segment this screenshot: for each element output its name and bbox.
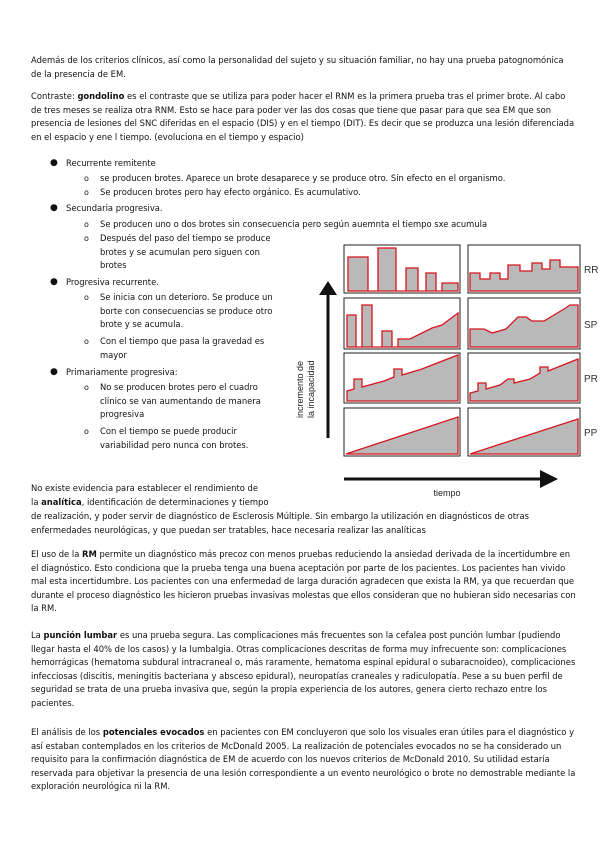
evoked-a: El análisis de los (31, 727, 103, 737)
y-axis-label-2: la incapacidad (306, 360, 316, 418)
lumbar-a: La (31, 630, 44, 640)
analytics-line-1: No existe evidencia para establecer el rendimiento de (31, 483, 259, 493)
lumbar-paragraph (31, 629, 576, 710)
sub-bullet-circle: o (84, 220, 89, 229)
evoked-b: en pacientes con EM concluyeron que solo los visuales eran útiles para el diagnóstico y así estaban contemplados en los criterios de McDonald 2005. La realización de potenciales evocados no se ha considerado un requisito para la confirmación diagnóstica de EM de acuerdo con los nuevos criterios de McDonald 2010. Su utilidad estaría reservada para objetivar la presencia de una lesión correspondiente a un evento neurológico o brote no demostrable mediante la exploración neurológica ni la RM. (31, 727, 576, 791)
sub-bullet-circle: o (84, 234, 89, 243)
evoked-paragraph (31, 726, 576, 794)
sub-bullet-pp-2: Con el tiempo se puede producir variabilidad pero nunca con brotes. (100, 426, 249, 450)
sub-bullet-pr-1: Se inicia con un deterioro. Se produce un borte con consecuencias se produce otro brote y se acumula. (100, 292, 273, 329)
x-axis-label: tiempo (433, 488, 461, 498)
analytics-bold: analítica (41, 497, 82, 507)
sub-bullet-pp-1: No se producen brotes pero el cuadro clínico se van aumentando de manera progresiva (100, 382, 261, 419)
analytics-line-2 (31, 496, 291, 510)
bullet-pr: Progresiva recurrente. (66, 277, 159, 287)
contrast-paragraph (31, 90, 576, 144)
sub-bullet-pr-2: Con el tiempo que pasa la gravedad es mayor (100, 336, 265, 360)
intro-paragraph: Además de los criterios clínicos, así como la personalidad del sujeto y su situación familiar, no hay una prueba patognomónica de la presencia de EM. (31, 55, 564, 79)
row-label-pp: PP (584, 428, 598, 439)
bullet-dot: ● (50, 277, 58, 287)
panel-rr-2 (468, 245, 580, 293)
rm-paragraph (31, 548, 576, 616)
bullet-dot: ● (50, 158, 58, 168)
sub-bullet-circle: o (84, 174, 89, 183)
sub-bullet-circle: o (84, 383, 89, 392)
bullet-sp: Secundaria progresiva. (66, 203, 163, 213)
sub-bullet-circle: o (84, 337, 89, 346)
bullet-dot: ● (50, 203, 58, 213)
row-label-pr: PR (584, 374, 598, 385)
sub-bullet-circle: o (84, 188, 89, 197)
panel-pr-1 (344, 353, 460, 403)
row-label-sp: SP (584, 320, 598, 331)
sub-bullet-sp-1: Se producen uno o dos brotes sin consecuencia pero según auemnta el tiempo sxe acumula (100, 219, 488, 229)
sub-bullet-circle: o (84, 427, 89, 436)
analytics-rest: de realización, y poder servir de diagnóstico de Esclerosis Múltiple. Sin embargo la utilización en diagnósticos de otras enfermedades neurológicas, y que puedan ser tratables, hace necesaria realizar las analíticas (31, 511, 529, 535)
contrast-rest: es el contraste que se utiliza para poder hacer el RNM es la primera prueba tras el primer brote. Al cabo de tres meses se realiza otra RNM. Esto se hace para poder ver las dos cosas que tiene que pasar para que sea EM que son presencia de lesiones del SNC diferidas en el espacio (DIS) y en el tiempo (DIT). Es decir que se produzca una lesión diferenciada en el espacio y ene l tiempo. (evoluciona en el tiempo y espacio) (31, 91, 575, 142)
panel-pr-2 (468, 353, 580, 403)
panel-rr-1 (344, 245, 460, 293)
contrast-bold: gondolino (77, 91, 125, 101)
row-label-rr: RR (584, 265, 599, 276)
y-axis-arrowhead (319, 281, 337, 295)
sub-bullet-rr-1: se producen brotes. Aparece un brote desaparece y se produce otro. Sin efecto en el organismo. (100, 173, 506, 183)
panel-pp-2 (468, 408, 580, 456)
rm-a: El uso de la (31, 549, 82, 559)
evoked-bold: potenciales evocados (102, 727, 205, 737)
bullet-dot: ● (50, 367, 58, 377)
x-axis-arrowhead (540, 470, 558, 488)
rm-b: permite un diagnóstico más precoz con menos pruebas reduciendo la ansiedad derivada de la incertidumbre en el diagnóstico. Esto condiciona que la prueba tenga una buena aceptación por parte de los pacientes. Los pacientes han vivido mal esta incertidumbre. Los pacientes con una enfermedad de larga duración agradecen que exista la RM, ya que recuerdan que durante el proceso diagnóstico les hicieron pruebas invasivas molestas que ellos consideran que no hubieran sido necesarias con la RM. (31, 549, 576, 613)
sub-bullet-rr-2: Se producen brotes pero hay efecto orgánico. Es acumulativo. (100, 187, 361, 197)
analytics-l2-a: la (31, 497, 42, 507)
ms-course-figure (292, 243, 599, 498)
lumbar-bold: punción lumbar (43, 630, 118, 640)
analytics-l2-b: , identificación de determinaciones y tiempo (81, 497, 269, 507)
y-axis-label-1: incremento de (295, 360, 305, 418)
lumbar-b: es una prueba segura. Las complicaciones más frecuentes son la cefalea post punción lumbar (pudiendo llegar hasta el 40% de los casos) y la lumbalgia. Otras complicaciones descritas de forma muy infrecuente son: complicaciones hemorrágicas (hematoma subdural intracraneal o, más raramente, hematoma espinal epidural o subaracnoideo), complicaciones infecciosas (discitis, meningitis bacteriana y absceso epidural), neuropatías craneales y radiculopatía. Pese a su buen perfil de seguridad se trata de una prueba invasiva que, según la propia experiencia de los autores, genera cierto rechazo entre los pacientes. (31, 630, 576, 708)
sub-bullet-sp-2: Después del paso del tiempo se produce brotes y se acumulan pero siguen con brotes (100, 233, 271, 270)
panel-sp-1 (344, 298, 460, 349)
panel-pp-1 (344, 408, 460, 456)
bullet-rr: Recurrente remitente (66, 158, 156, 168)
bullet-pp: Primariamente progresiva: (66, 367, 178, 377)
rm-bold: RM (82, 549, 97, 559)
sub-bullet-circle: o (84, 293, 89, 302)
contrast-lead: Contraste: (31, 91, 78, 101)
panel-sp-2 (468, 298, 580, 349)
